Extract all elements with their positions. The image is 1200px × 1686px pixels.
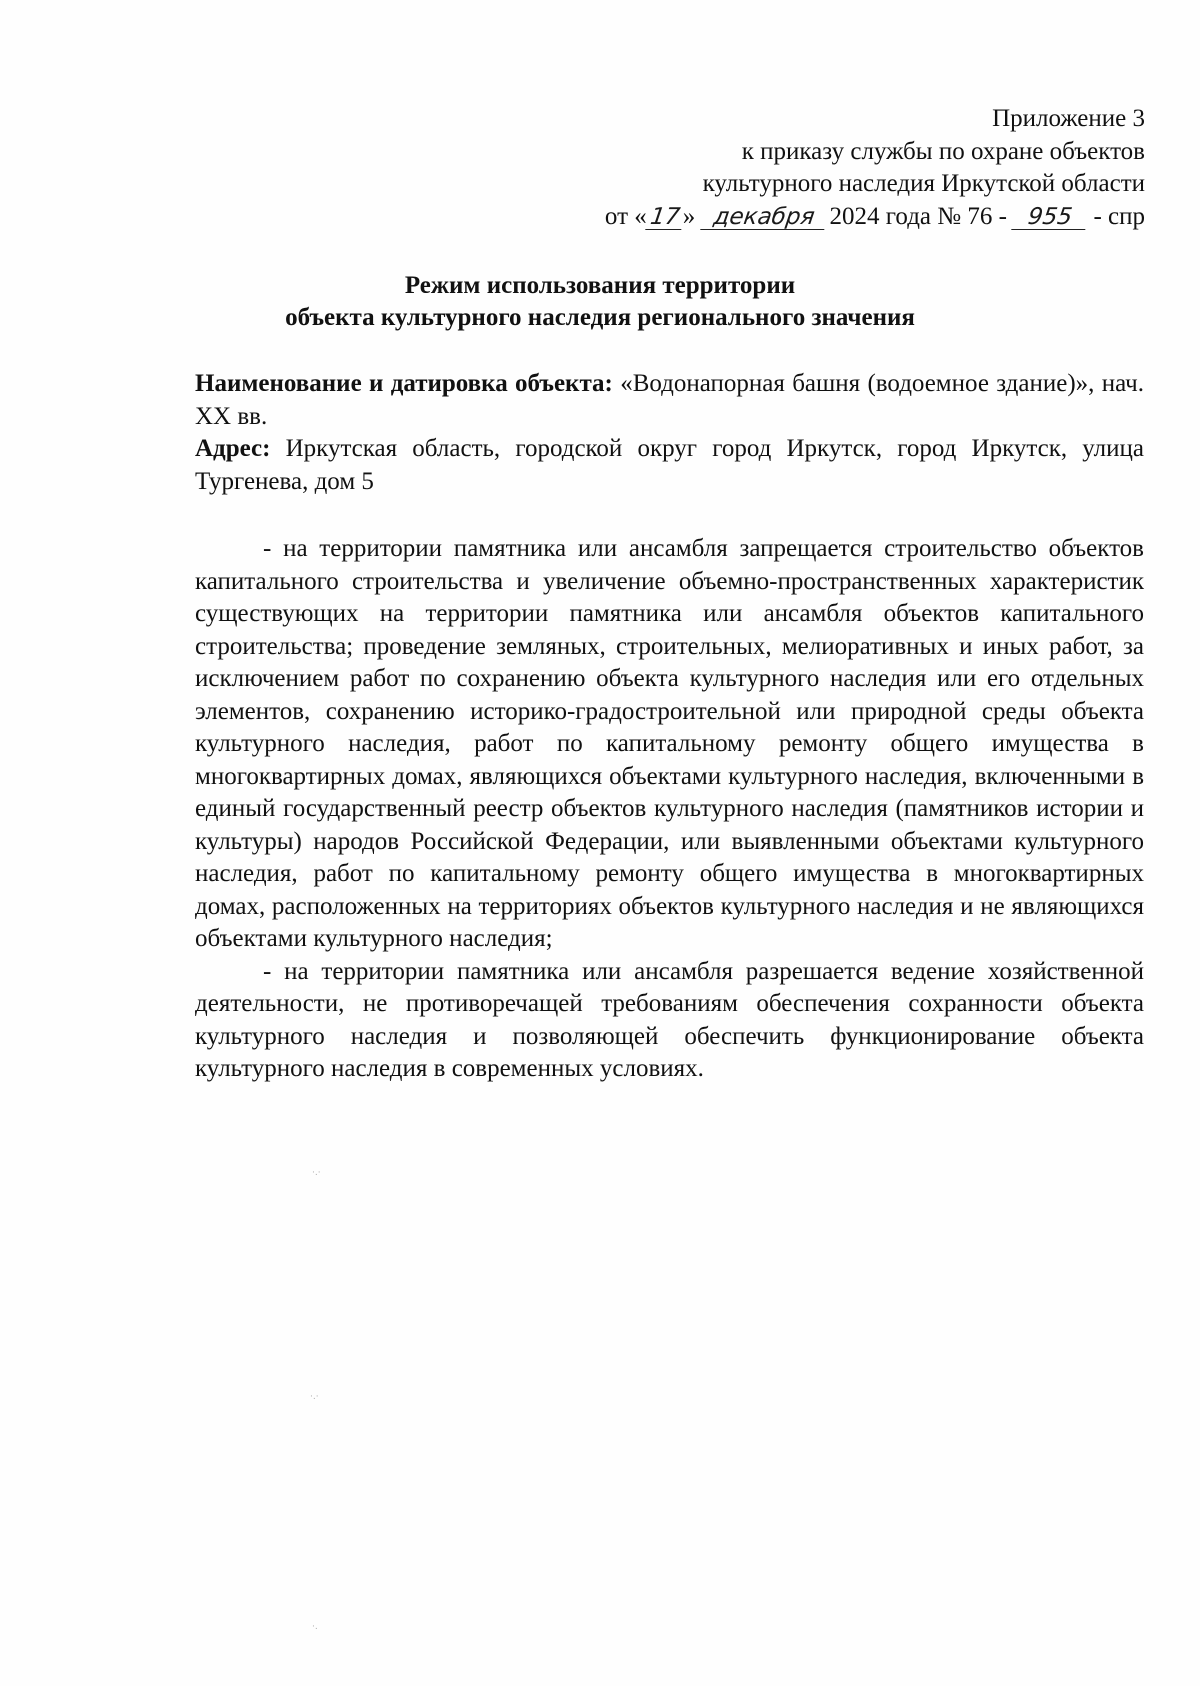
handwritten-month: декабря: [700, 205, 828, 230]
object-name-label: Наименование и датировка объекта:: [195, 370, 613, 397]
title-line-1: Режим использования территории: [404, 272, 796, 299]
object-name: [195, 368, 1144, 433]
object-name-value: «Водонапорная башня (водоемное здание)», нач. XX вв.: [195, 370, 1145, 430]
address-label: Адрес:: [195, 435, 271, 462]
scan-speck: ·.·: [312, 1168, 321, 1178]
date-prefix: от «: [604, 202, 647, 230]
appendix-header: [605, 103, 1145, 233]
scan-speck: ·.·: [310, 1392, 319, 1402]
permission-paragraph: - на территории памятника или ансамбля разрешается ведение хозяйственной деятельности, не противоречащей требованиям обеспечения сохранности объекта культурного наследия и позволяющей обеспечить функционирование объекта культурного наследия в современных условиях.: [195, 957, 1144, 1082]
address-value: Иркутская область, городской округ город Иркутск, город Иркутск, улица Тургенева, дом 5: [195, 435, 1145, 495]
handwritten-day: 17: [645, 205, 685, 230]
object-address: [195, 433, 1144, 498]
date-year: 2024 года № 76 -: [829, 202, 1007, 230]
order-reference: к приказу службы по охране объектов: [741, 137, 1145, 165]
regime-body: [195, 533, 1144, 1086]
scan-speck: ·.: [312, 1622, 318, 1632]
document-title: [0, 270, 1200, 334]
issuing-authority: культурного наследия Иркутской области: [702, 170, 1145, 197]
order-suffix: - спр: [1093, 202, 1145, 230]
handwritten-doc-number: 955: [1011, 205, 1089, 230]
prohibition-paragraph: - на территории памятника или ансамбля запрещается строительство объектов капитального строительства и увеличение объемно-пространственных характеристик существующих на территории памятника или ансамбля объектов капитального строительства; проведение земляных, строительных, мелиоративных и иных работ, за исключением работ по сохранению объекта культурного наследия или его отдельных элементов, сохранению историко-градостроительной или природной среды объекта культурного наследия, работ по капитальному ремонту общего имущества в многоквартирных домах, являющихся объектами культурного наследия, включенными в единый государственный реестр объектов культурного наследия (памятников истории и культуры) народов Российской Федерации, или выявленными объектами культурного наследия, работ по капитальному ремонту общего имущества в многоквартирных домах, расположенных на территориях объектов культурного наследия и не являющихся объектами культурного наследия;: [195, 535, 1144, 952]
appendix-number: Приложение 3: [992, 105, 1145, 132]
title-line-2: объекта культурного наследия регионального значения: [285, 304, 915, 331]
date-mid: »: [682, 202, 696, 230]
order-date-line: [605, 201, 1145, 234]
